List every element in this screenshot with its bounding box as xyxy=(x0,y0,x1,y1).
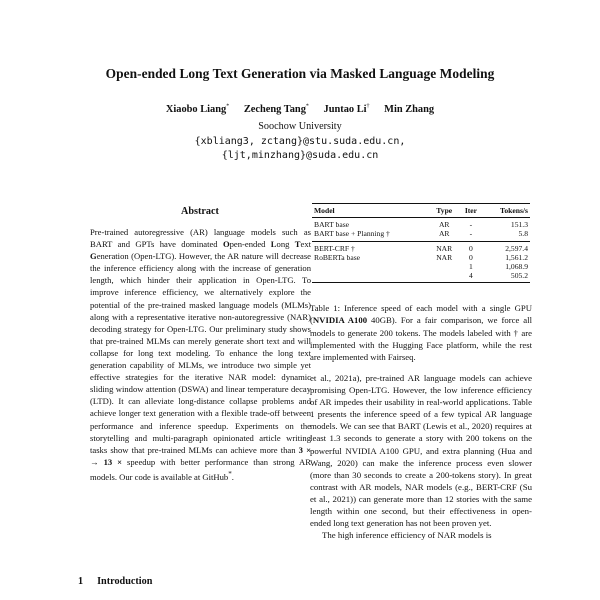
abstract-text: ext xyxy=(300,239,312,250)
table-row xyxy=(312,241,530,253)
intro-body xyxy=(310,372,532,541)
abstract-body xyxy=(90,226,311,483)
author-mark: † xyxy=(366,104,370,110)
author xyxy=(384,104,434,115)
table-row xyxy=(312,229,530,241)
col-header-model: Model xyxy=(312,204,429,218)
cell-type: NAR xyxy=(436,243,453,253)
caption-text: Table 1: Inference speed of each model with a single GPU ( xyxy=(310,303,532,326)
abstract-text: pen xyxy=(229,239,243,250)
abstract-heading: Abstract xyxy=(181,206,219,217)
cell-model: BART base xyxy=(314,220,350,230)
cell-type: NAR xyxy=(436,252,453,262)
acronym-letter: O xyxy=(222,239,230,250)
caption-text: 40GB). For a fair comparison, we force all models to generate 200 tokens. The models labeled with † are implemented with the Hugging Face platform, while the rest are implemented with Fairseq. xyxy=(310,315,532,363)
abstract-text: ong xyxy=(276,239,295,250)
author xyxy=(324,104,370,115)
col-header-tokens: Tokens/s xyxy=(483,204,530,218)
cell-model xyxy=(312,271,429,283)
footnote-mark: * xyxy=(228,469,232,478)
author-name: Juntao Li xyxy=(323,104,367,116)
section-number: 1 xyxy=(78,576,84,587)
col-header-type: Type xyxy=(429,204,459,218)
cell-tokens: 5.8 xyxy=(483,229,530,241)
speed-table xyxy=(312,203,530,283)
acronym-letter: G xyxy=(90,251,97,262)
cell-iter: - xyxy=(459,229,483,241)
caption-gpu: NVIDIA A100 xyxy=(312,315,368,326)
email-line: {xbliang3, zctang}@stu.suda.edu.cn, xyxy=(194,136,406,147)
cell-iter: 0 xyxy=(469,243,473,253)
speedup-value: 3 × → 13 × xyxy=(90,444,312,467)
table-row xyxy=(312,218,530,230)
author xyxy=(166,104,229,115)
cell-tokens: 505.2 xyxy=(483,271,530,283)
affiliation: Soochow University xyxy=(258,121,342,132)
cell-model: BERT-CRF † xyxy=(314,243,355,253)
intro-paragraph: et al., 2021a), pre-trained AR language models can achieve promising Open-LTG. However, the low inference efficiency of AR impedes their usability in real-world applications. Table 1 presents the inference speed of a few typical AR language models. We can see that BART (Lewis et al., 2020) requires at least 1.3 seconds to generate a story with 200 tokens on the powerful NVIDIA A100 GPU, and extra planning (Hua and Wang, 2020) can make the inference process even slower (more than 30 seconds to create a 200-tokens story). In great contrast with AR models, NAR models (e.g., BERT-CRF (Su et al., 2021)) can generate more than 12 stories with the same length within one second, but their effectiveness in open-ended long text generation has not been proven yet. xyxy=(310,373,532,529)
cell-tokens: 1,068.9 xyxy=(505,262,528,272)
section-title: Introduction xyxy=(97,576,153,587)
author-mark: * xyxy=(226,104,230,110)
table-row xyxy=(312,262,530,271)
author-mark: * xyxy=(305,104,309,110)
cell-iter: 4 xyxy=(459,271,483,283)
author-list xyxy=(0,104,600,115)
author-name: Min Zhang xyxy=(384,104,435,116)
paper-title: Open-ended Long Text Generation via Masked Language Modeling xyxy=(105,66,495,81)
cell-iter: 0 xyxy=(469,252,473,262)
cell-type xyxy=(429,262,459,271)
author xyxy=(244,104,309,115)
cell-type xyxy=(429,271,459,283)
abstract-text: -ended xyxy=(242,239,271,250)
author-name: Zecheng Tang xyxy=(243,104,306,116)
author-name: Xiaobo Liang xyxy=(165,104,227,116)
cell-model: RoBERTa base xyxy=(314,252,361,262)
acronym-letter: T xyxy=(294,239,301,250)
cell-tokens: 1,561.2 xyxy=(505,252,528,262)
table-row xyxy=(312,253,530,262)
cell-iter: - xyxy=(469,220,473,230)
cell-type: AR xyxy=(438,220,450,230)
section-heading xyxy=(78,576,152,587)
cell-type: AR xyxy=(429,229,459,241)
cell-tokens: 2,597.4 xyxy=(505,243,528,253)
cell-model: BART base + Planning † xyxy=(312,229,429,241)
table-caption xyxy=(310,302,532,363)
col-header-iter: Iter xyxy=(459,204,483,218)
intro-paragraph: The high inference efficiency of NAR models is xyxy=(322,530,492,541)
abstract-text: Pre-trained autoregressive (AR) language models such as BART and GPTs have dominated xyxy=(90,227,311,250)
cell-tokens: 151.3 xyxy=(510,220,528,230)
cell-model xyxy=(312,262,429,271)
cell-iter: 1 xyxy=(469,262,473,272)
abstract-text: eneration (Open-LTG). However, the AR nature will decrease the inference efficiency along with the increase of generation length, which hinder their application in Open-LTG. To improve inference efficiency, we alternatively explore the potential of the pre-trained masked language models (MLMs) along with a representative iterative non-autoregressive (NAR) decoding strategy for Open-LTG. Our preliminary study shows that pre-trained MLMs can merely generate short text and will collapse for long text modeling. To enhance the long text generation capability of MLMs, we introduce two simple yet effective strategies for the iterative NAR model: dynamic sliding window attention (DSWA) and linear temperature decay (LTD). It can alleviate long-distance collapse problems and achieve longer text generation with a flexible trade-off between performance and inference speedup. Experiments on the storytelling and multi-paragraph opinionated article writing tasks show that pre-trained MLMs can achieve more than xyxy=(90,251,311,455)
abstract-text: speedup with better performance than strong AR models. Our code is available at GitHub xyxy=(90,456,311,482)
abstract-text: . xyxy=(231,471,234,482)
email-line: {ljt,minzhang}@suda.edu.cn xyxy=(221,150,379,161)
table-row xyxy=(312,271,530,283)
acronym-letter: L xyxy=(270,239,277,250)
